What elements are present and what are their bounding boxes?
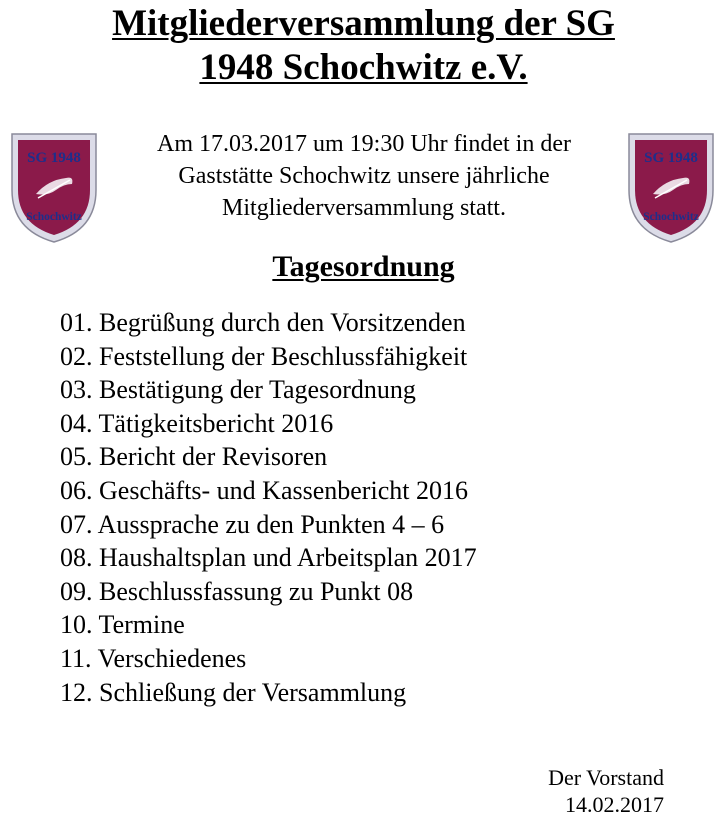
agenda-item: 01. Begrüßung durch den Vorsitzenden [60,308,466,337]
document-date: 14.02.2017 [565,792,664,817]
club-crest-right-svg [625,128,717,246]
document-title [0,2,727,90]
agenda-item: 03. Bestätigung der Tagesordnung [60,375,416,405]
signature-text: Der Vorstand [548,765,664,790]
agenda-item: 02. Feststellung der Beschlussfähigkeit [60,341,468,371]
agenda-item: 08. Haushaltsplan und Arbeitsplan 2017 [60,543,477,573]
agenda-list [60,306,477,709]
intro-line-2: Gaststätte Schochwitz unsere jährliche [178,163,550,189]
agenda-item: 07. Aussprache zu den Punkten 4 – 6 [60,509,445,539]
club-crest-icon [8,128,100,246]
agenda-item: 11. Verschiedenes [60,643,247,673]
agenda-heading: Tagesordnung [272,250,455,283]
crest-bottom-text: Schochwitz [26,211,82,223]
agenda-item: 06. Geschäfts- und Kassenbericht 2016 [60,475,468,505]
crest-top-text: SG 1948 [27,150,81,166]
signature-block [548,764,664,818]
intro-line-1: Am 17.03.2017 um 19:30 Uhr findet in der [157,131,571,157]
intro-line-3: Mitgliederversammlung statt. [222,195,506,221]
title-line-1: Mitgliederversammlung der SG [112,3,615,44]
agenda-item: 12. Schließung der Versammlung [60,677,407,707]
club-crest-icon [625,128,717,246]
intro-paragraph [104,128,624,224]
crest-top-text: SG 1948 [644,150,698,166]
agenda-item: 04. Tätigkeitsbericht 2016 [60,408,334,438]
club-crest-left-svg [8,128,100,246]
crest-bottom-text: Schochwitz [643,211,699,223]
title-line-2: 1948 Schochwitz e.V. [199,47,528,88]
agenda-item: 09. Beschlussfassung zu Punkt 08 [60,576,414,606]
agenda-item: 10. Termine [60,610,185,640]
agenda-item: 05. Bericht der Revisoren [60,442,328,472]
